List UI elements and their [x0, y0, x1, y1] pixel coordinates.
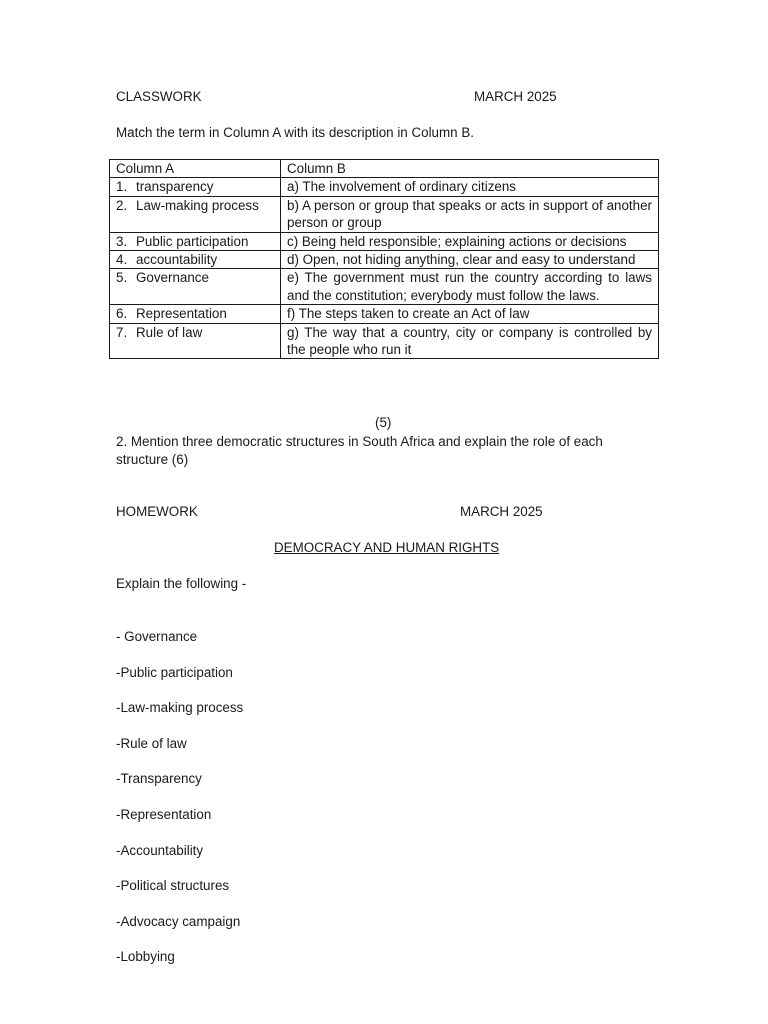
table-row — [110, 251, 659, 269]
classwork-heading: CLASSWORK — [116, 89, 202, 104]
column-b-header: Column B — [281, 160, 659, 178]
description-cell: f) The steps taken to create an Act of law — [281, 305, 659, 323]
list-item: - Governance — [116, 629, 198, 644]
description-cell: d) Open, not hiding anything, clear and easy to understand — [281, 251, 659, 269]
homework-topic: DEMOCRACY AND HUMAN RIGHTS — [274, 540, 500, 555]
description-cell: g) The way that a country, city or company is controlled by the people who run it — [281, 323, 659, 359]
column-a-header: Column A — [110, 160, 281, 178]
term-cell — [110, 178, 281, 196]
description-cell: e) The government must run the country according to laws and the constitution; everybody must follow the laws. — [281, 269, 659, 305]
description-cell: a) The involvement of ordinary citizens — [281, 178, 659, 196]
table-row — [110, 196, 659, 232]
term-cell — [110, 232, 281, 250]
term-number: 3. — [116, 233, 128, 249]
table-row — [110, 305, 659, 323]
list-item: -Representation — [116, 806, 212, 822]
term-label: Representation — [136, 306, 227, 322]
table-row — [110, 232, 659, 250]
list-item: -Accountability — [116, 842, 204, 858]
list-item: -Advocacy campaign — [116, 913, 241, 929]
classwork-date: MARCH 2025 — [474, 89, 557, 104]
term-label: Governance — [136, 270, 209, 286]
term-number: 6. — [116, 306, 128, 322]
list-item: -Lobbying — [116, 949, 175, 965]
homework-date: MARCH 2025 — [460, 504, 543, 519]
term-number: 4. — [116, 252, 128, 268]
term-label: Law-making process — [136, 197, 259, 213]
term-number: 1. — [116, 179, 128, 195]
homework-term-list — [116, 628, 243, 984]
term-label: Rule of law — [136, 324, 203, 340]
homework-heading: HOMEWORK — [116, 504, 198, 519]
question-2: 2. Mention three democratic structures in South Africa and explain the role of each structure (6) — [116, 434, 603, 467]
list-item: -Transparency — [116, 771, 202, 787]
marks-total: (5) — [375, 415, 392, 430]
classwork-instruction: Match the term in Column A with its description in Column B. — [116, 125, 474, 140]
homework-intro: Explain the following - — [116, 576, 247, 591]
description-cell: c) Being held responsible; explaining actions or decisions — [281, 232, 659, 250]
term-label: transparency — [136, 179, 214, 195]
term-label: accountability — [136, 252, 218, 268]
table-row — [110, 178, 659, 196]
term-number: 5. — [116, 270, 128, 286]
list-item: -Law-making process — [116, 700, 244, 716]
term-number: 2. — [116, 197, 128, 213]
term-cell — [110, 251, 281, 269]
term-cell — [110, 269, 281, 305]
table-header-row — [110, 160, 659, 178]
matching-table — [109, 159, 659, 359]
term-cell — [110, 305, 281, 323]
term-cell — [110, 196, 281, 232]
term-number: 7. — [116, 324, 128, 340]
list-item: -Rule of law — [116, 735, 187, 751]
table-row — [110, 269, 659, 305]
list-item: -Political structures — [116, 878, 230, 894]
description-cell: b) A person or group that speaks or acts in support of another person or group — [281, 196, 659, 232]
list-item: -Public participation — [116, 664, 233, 680]
term-cell — [110, 323, 281, 359]
term-label: Public participation — [136, 233, 249, 249]
table-row — [110, 323, 659, 359]
